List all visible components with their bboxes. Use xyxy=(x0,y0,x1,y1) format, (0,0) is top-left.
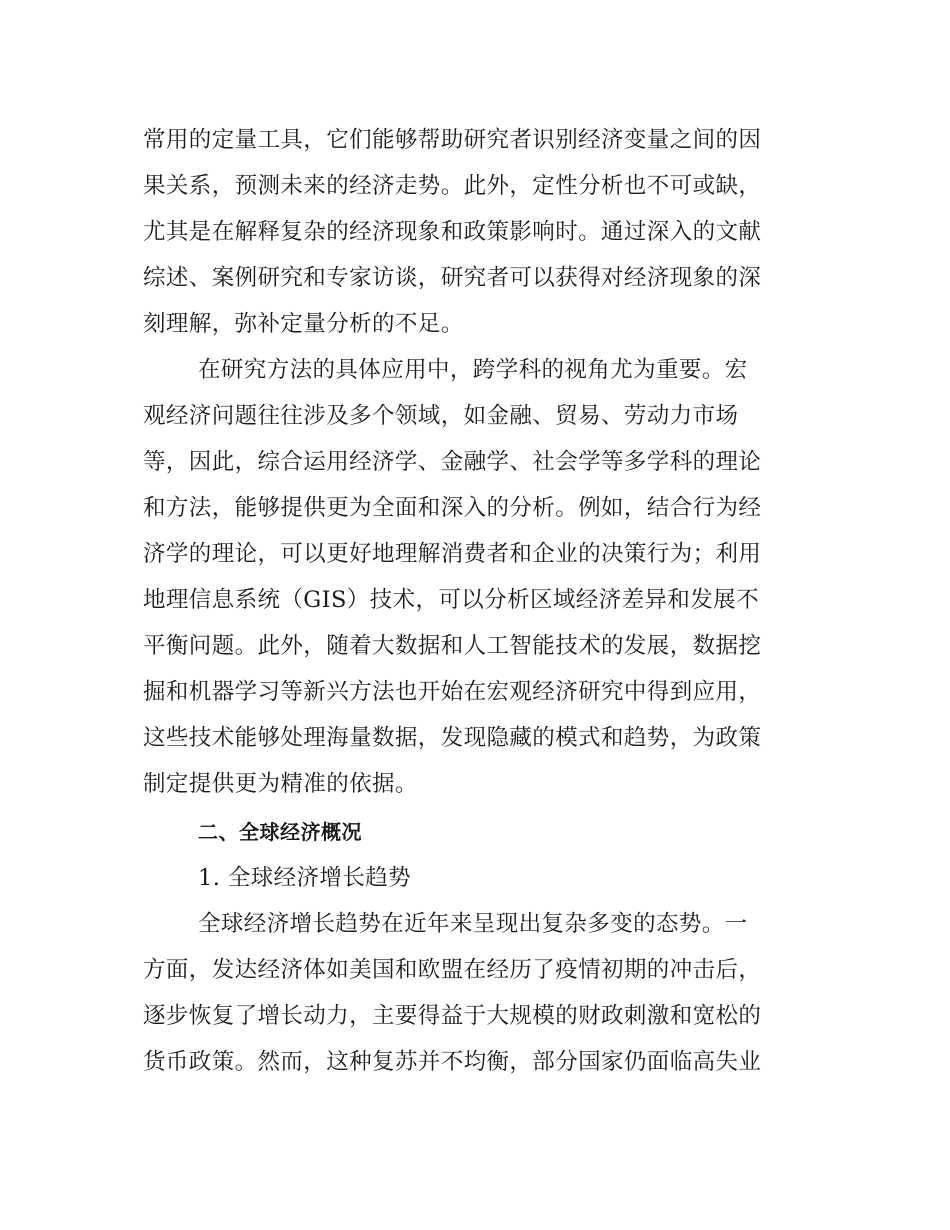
text-line: 和方法，能够提供更为全面和深入的分析。例如，结合行为经 xyxy=(143,495,762,521)
text-line: 常用的定量工具，它们能够帮助研究者识别经济变量之间的因 xyxy=(143,127,762,153)
text-line: 全球经济增长趋势在近年来呈现出复杂多变的态势。一 xyxy=(198,911,748,937)
text-line: 掘和机器学习等新兴方法也开始在宏观经济研究中得到应用， xyxy=(143,679,762,705)
text-line: 果关系，预测未来的经济走势。此外，定性分析也不可或缺， xyxy=(143,173,762,199)
text-line: 方面，发达经济体如美国和欧盟在经历了疫情初期的冲击后， xyxy=(143,957,762,983)
text-line: 尤其是在解释复杂的经济现象和政策影响时。通过深入的文献 xyxy=(143,219,762,245)
text-line: 货币政策。然而，这种复苏并不均衡，部分国家仍面临高失业 xyxy=(143,1049,762,1075)
text-line: 观经济问题往往涉及多个领域，如金融、贸易、劳动力市场 xyxy=(143,403,739,429)
text-line: 地理信息系统（GIS）技术，可以分析区域经济差异和发展不 xyxy=(143,587,759,613)
text-line: 综述、案例研究和专家访谈，研究者可以获得对经济现象的深 xyxy=(143,265,762,291)
text-line: 制定提供更为精准的依据。 xyxy=(143,771,418,797)
text-line: 平衡问题。此外，随着大数据和人工智能技术的发展，数据挖 xyxy=(143,633,762,659)
subsection-heading: 1. 全球经济增长趋势 xyxy=(198,865,412,891)
text-line: 等，因此，综合运用经济学、金融学、社会学等多学科的理论 xyxy=(143,449,762,475)
text-line: 济学的理论，可以更好地理解消费者和企业的决策行为；利用 xyxy=(143,541,762,567)
text-line: 逐步恢复了增长动力，主要得益于大规模的财政刺激和宽松的 xyxy=(143,1003,762,1029)
section-heading: 二、全球经济概况 xyxy=(198,820,362,844)
text-line: 在研究方法的具体应用中，跨学科的视角尤为重要。宏 xyxy=(198,357,748,383)
text-line: 刻理解，弥补定量分析的不足。 xyxy=(143,311,464,337)
text-line: 这些技术能够处理海量数据，发现隐藏的模式和趋势，为政策 xyxy=(143,725,762,751)
